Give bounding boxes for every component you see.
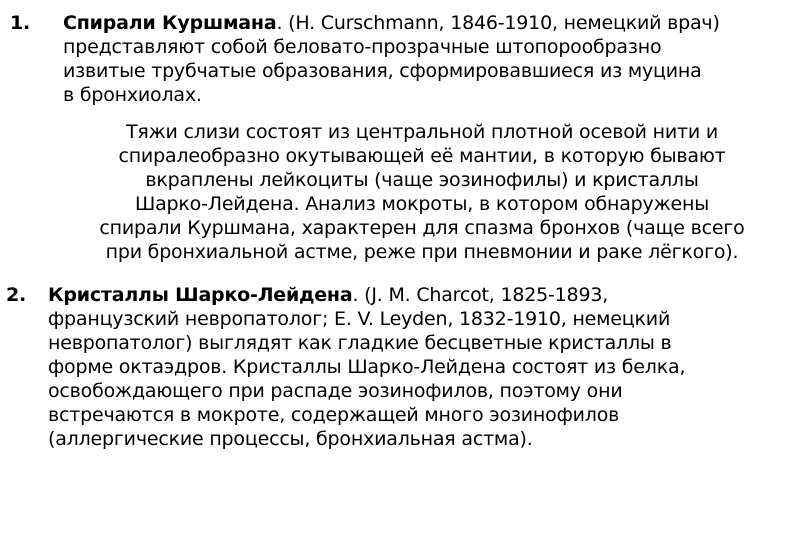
text-line: спирали Куршмана, характерен для спазма бронхов (чаще всего (99, 217, 745, 239)
list-item-curschmann-spirals (10, 11, 800, 107)
text-line: Шарко-Лейдена. Анализ мокроты, в котором обнаружены (134, 193, 710, 215)
text-line: в бронхиолах. (63, 84, 202, 106)
term-heading: Спирали Куршмана (63, 12, 277, 34)
text-line: вкраплены лейкоциты (чаще эозинофилы) и кристаллы (145, 169, 699, 191)
text-line: форме октаэдров. Кристаллы Шарко-Лейдена состоят из белка, (48, 356, 686, 378)
centered-note-paragraph (44, 120, 800, 264)
term-heading: Кристаллы Шарко-Лейдена (48, 284, 353, 306)
text-line: при бронхиальной астме, реже при пневмонии и раке лёгкого). (105, 241, 739, 263)
list-number: 1. (10, 12, 31, 34)
text-line: спиралеобразно окутывающей её мантии, в которую бывают (118, 145, 726, 167)
text-line (63, 11, 800, 35)
list-number: 2. (6, 284, 27, 306)
term-details: . (J. M. Charcot, 1825-1893, (352, 284, 609, 306)
text-line: представляют собой беловато-прозрачные штопорообразно (63, 36, 662, 58)
text-line: невропатолог) выглядят как гладкие бесцветные кристаллы в (48, 332, 672, 354)
text-line: Тяжи слизи состоят из центральной плотной осевой нити и (125, 121, 719, 143)
text-line: извитые трубчатые образования, сформировавшиеся из муцина (63, 60, 702, 82)
text-line: (аллергические процессы, бронхиальная астма). (48, 428, 533, 450)
text-line (48, 283, 796, 307)
text-line: французский невропатолог; E. V. Leyden, 1832-1910, немецкий (48, 308, 671, 330)
text-line: освобождающего при распаде эозинофилов, поэтому они (48, 380, 623, 402)
list-item-body (48, 283, 796, 451)
list-item-body (63, 11, 800, 107)
list-item-charcot-leyden-crystals (6, 283, 796, 451)
text-line: встречаются в мокроте, содержащей много эозинофилов (48, 404, 620, 426)
term-details: . (H. Curschmann, 1846-1910, немецкий врач) (276, 12, 720, 34)
